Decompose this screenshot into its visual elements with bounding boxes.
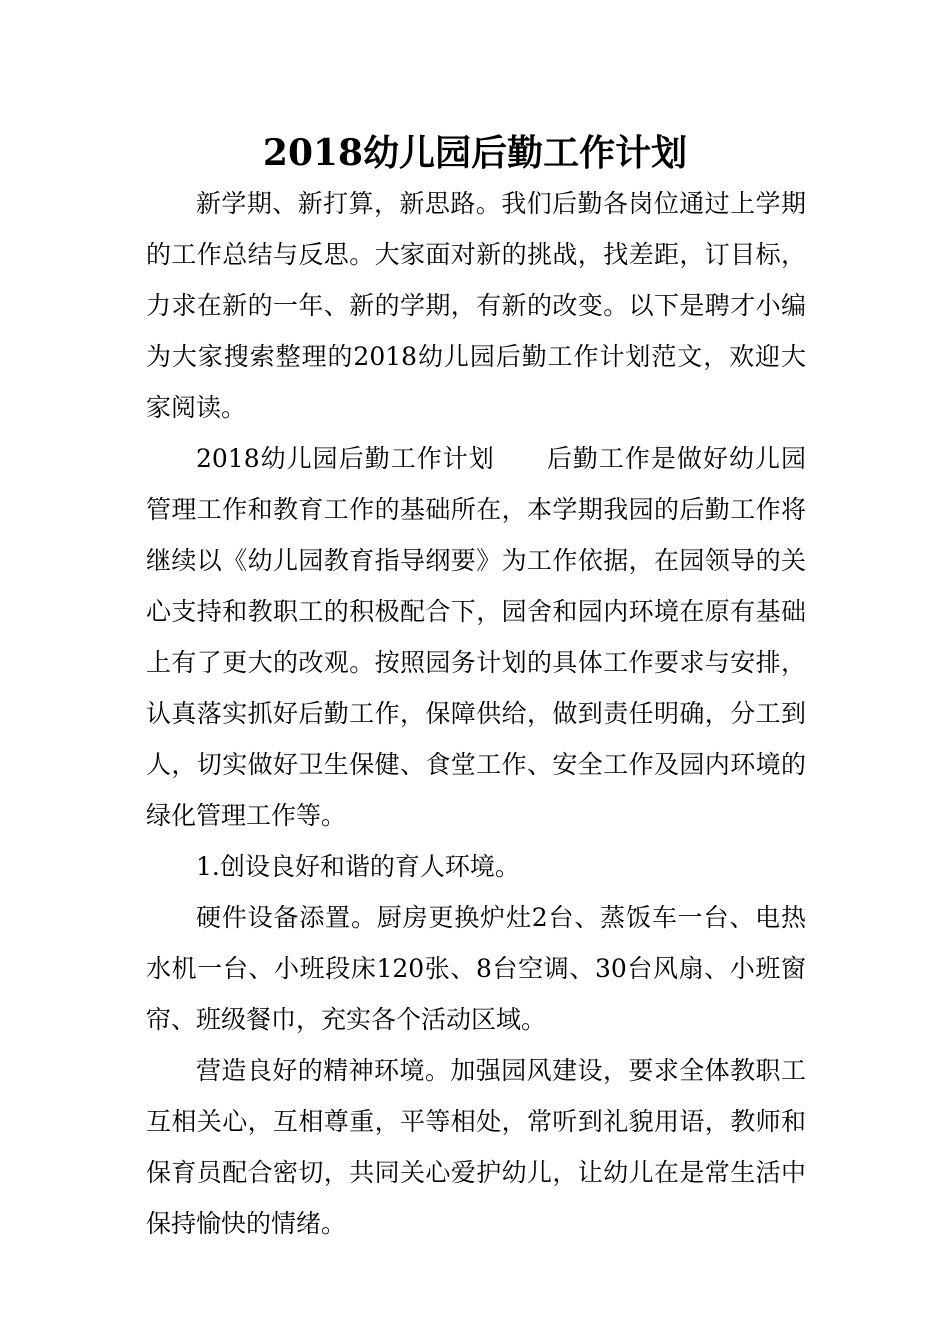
document-body [146, 178, 806, 1249]
paragraph-spirit: 营造良好的精神环境。加强园风建设，要求全体教职工互相关心，互相尊重，平等相处，常听到礼貌用语，教师和保育员配合密切，共同关心爱护幼儿，让幼儿在是常生活中保持愉快的情绪。 [146, 1056, 806, 1238]
paragraph-overview: 2018幼儿园后勤工作计划 后勤工作是做好幼儿园管理工作和教育工作的基础所在，本学期我园的后勤工作将继续以《幼儿园教育指导纲要》为工作依据，在园领导的关心支持和教职工的积极配合下，园舍和园内环境在原有基础上有了更大的改观。按照园务计划的具体工作要求与安排，认真落实抓好后勤工作，保障供给，做到责任明确，分工到人，切实做好卫生保健、食堂工作、安全工作及园内环境的绿化管理工作等。 [146, 444, 806, 830]
paragraph-intro: 新学期、新打算，新思路。我们后勤各岗位通过上学期的工作总结与反思。大家面对新的挑战，找差距，订目标，力求在新的一年、新的学期，有新的改变。以下是聘才小编为大家搜索整理的2018幼儿园后勤工作计划范文，欢迎大家阅读。 [146, 189, 806, 422]
document-title: 2018幼儿园后勤工作计划 [262, 132, 688, 174]
paragraph-hardware: 硬件设备添置。厨房更换炉灶2台、蒸饭车一台、电热水机一台、小班段床120张、8台空调、30台风扇、小班窗帘、班级餐巾，充实各个活动区域。 [146, 903, 806, 1034]
paragraph-section-heading: 1.创设良好和谐的育人环境。 [196, 852, 520, 881]
